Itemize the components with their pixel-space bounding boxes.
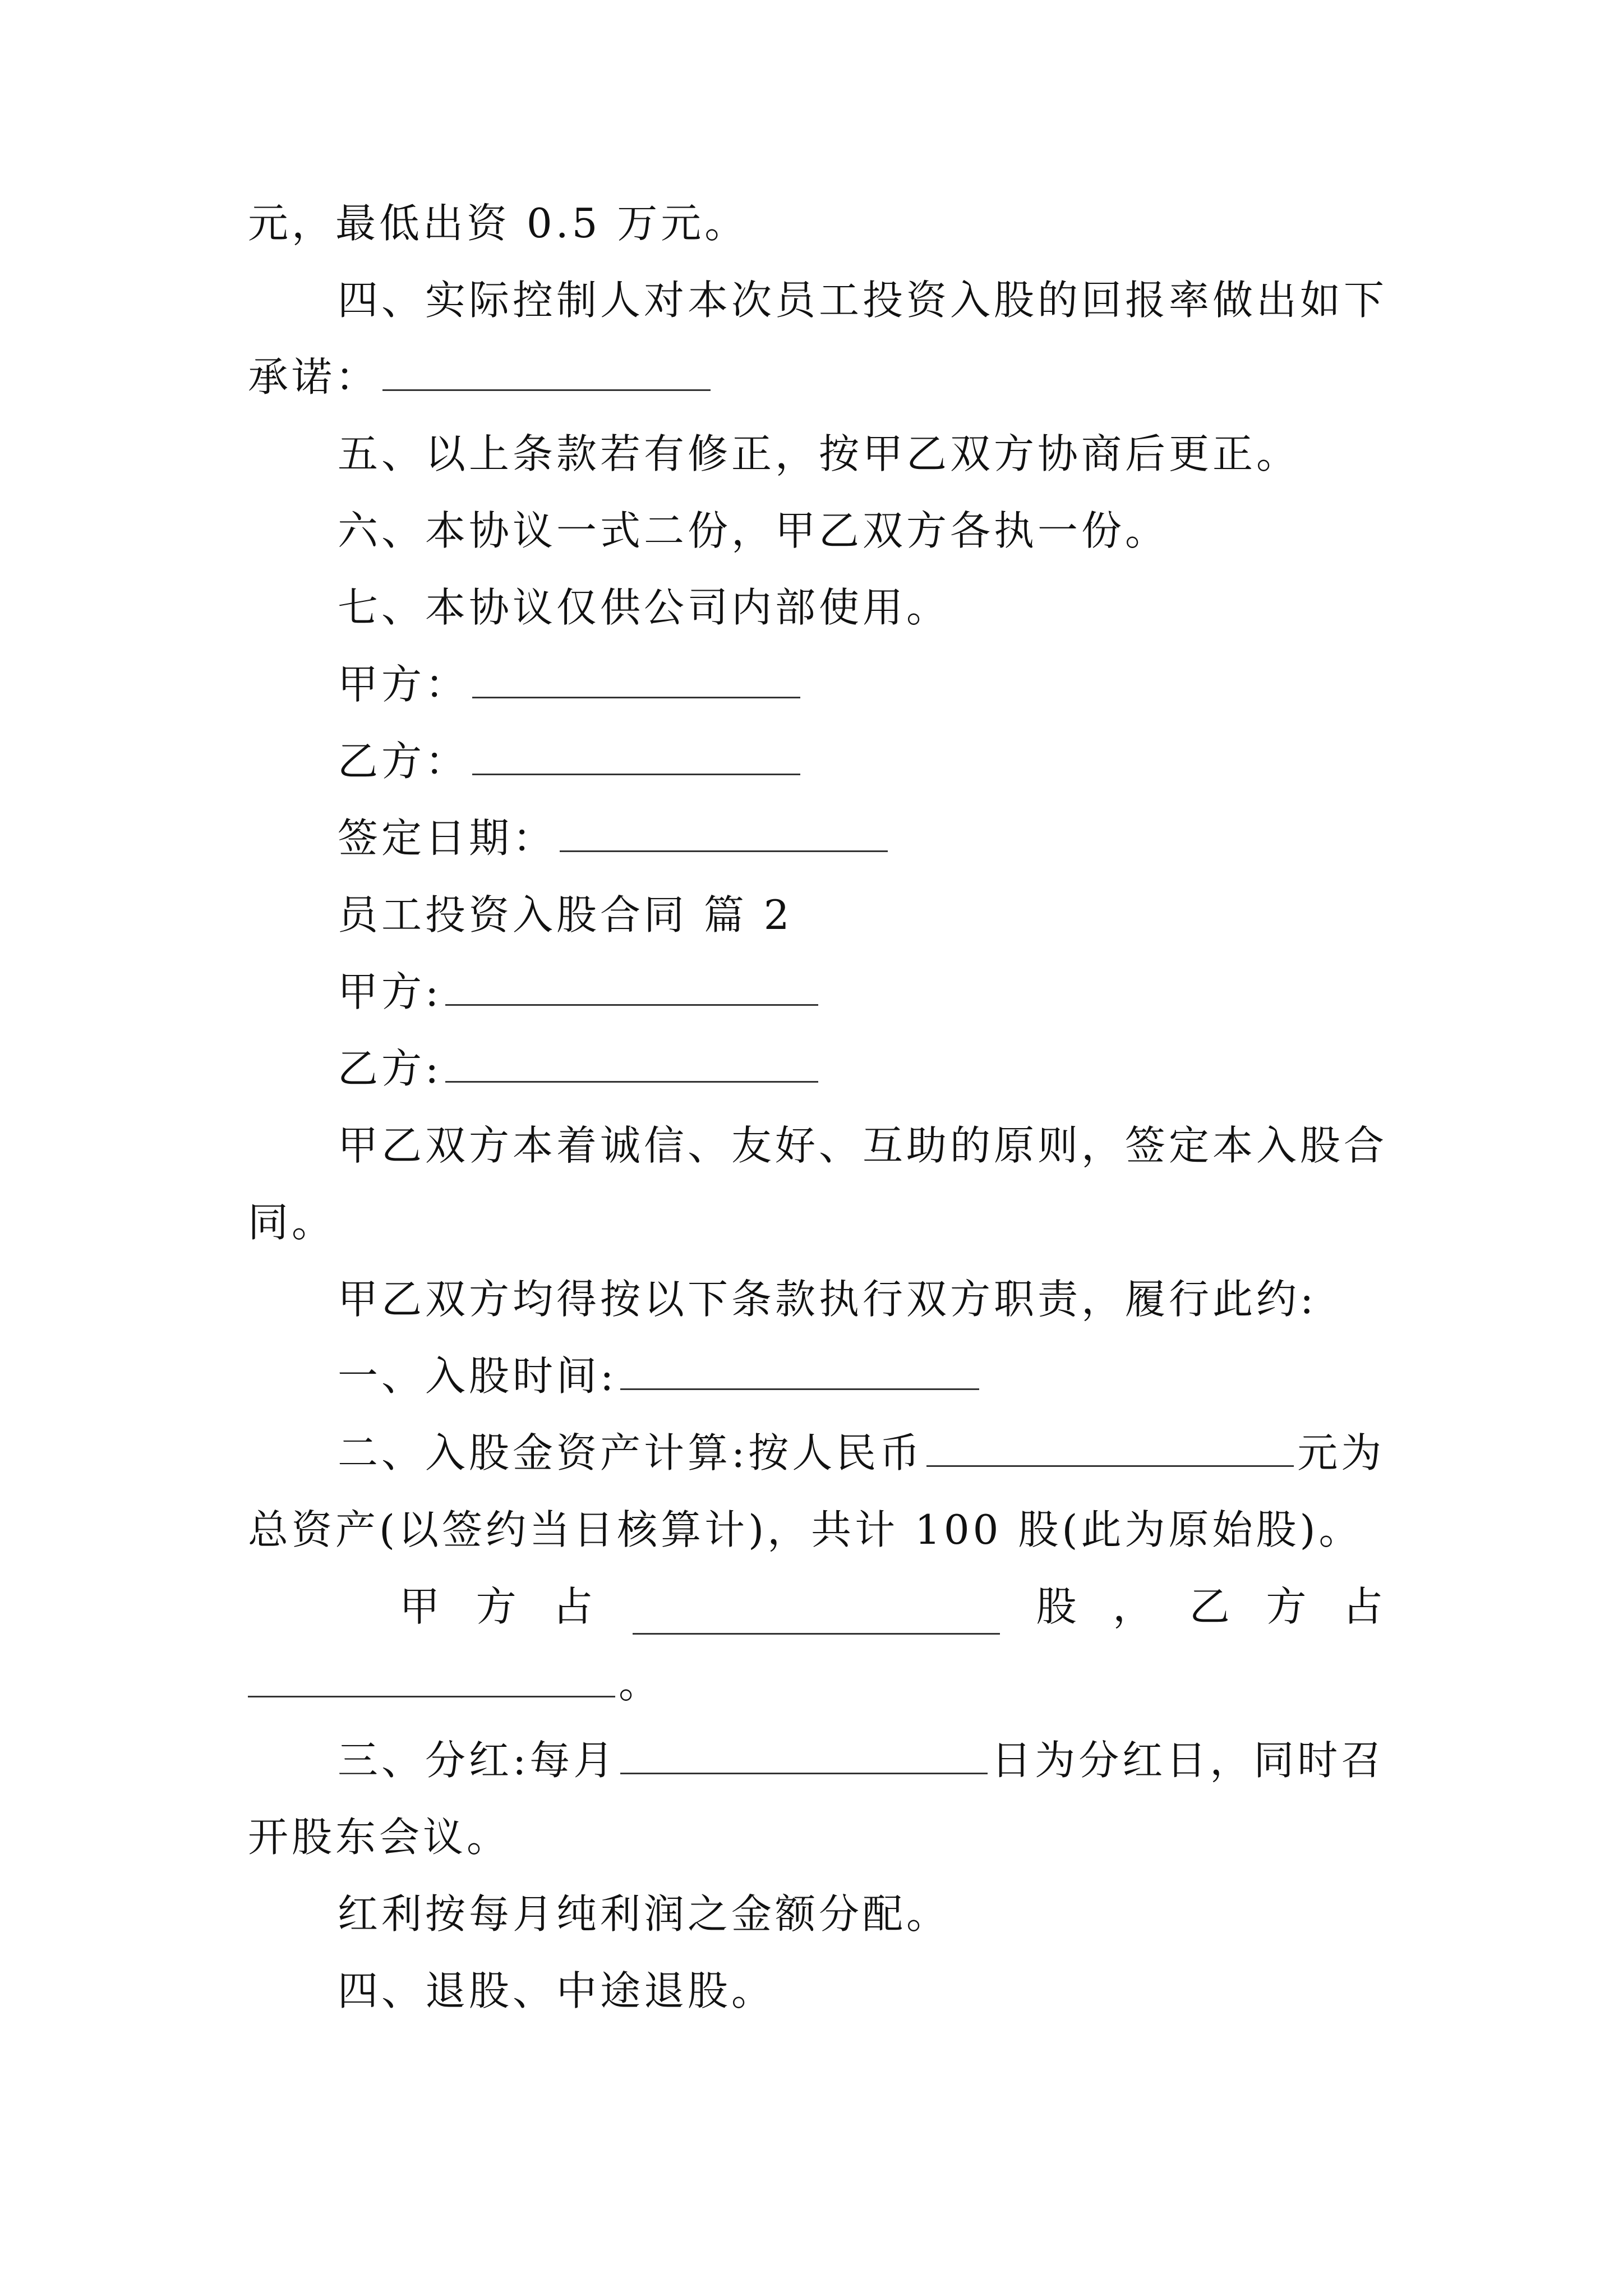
text: 同。 xyxy=(248,1199,336,1246)
text: 乙方： xyxy=(338,738,469,785)
section-heading xyxy=(338,887,1386,943)
text: ， xyxy=(1113,1583,1157,1630)
text: 甲乙双方本着诚信、友好、互助的原则，签定本入股合 xyxy=(338,1122,1388,1169)
clause-join-time xyxy=(338,1348,1386,1404)
text: 五、以上条款若有修正，按甲乙双方协商后更正。 xyxy=(338,430,1301,477)
paragraph-line xyxy=(338,503,1386,559)
signing-date-line xyxy=(338,810,1386,866)
text: 一、入股时间: xyxy=(338,1352,617,1400)
fill-in-blank[interactable] xyxy=(620,1354,979,1390)
paragraph-line xyxy=(248,195,1386,251)
fill-in-blank[interactable] xyxy=(620,1738,988,1774)
fill-in-blank[interactable] xyxy=(560,816,888,852)
text: 股 xyxy=(1036,1583,1080,1630)
text: 。 xyxy=(619,1660,663,1707)
paragraph-line xyxy=(338,272,1386,328)
signature-line-party-b xyxy=(338,733,1386,789)
text: 甲 xyxy=(399,1583,444,1630)
fill-in-blank[interactable] xyxy=(445,969,818,1006)
text: 二、入股金资产计算:按人民币 xyxy=(338,1429,924,1476)
paragraph-line xyxy=(248,349,1386,405)
text: 三、分红:每月 xyxy=(338,1737,617,1784)
paragraph-line xyxy=(338,1117,1386,1174)
party-a-line xyxy=(338,964,1386,1020)
text: 方 xyxy=(1266,1583,1310,1630)
text: 签定日期： xyxy=(338,815,557,862)
fill-in-blank[interactable] xyxy=(633,1598,1000,1635)
text: 乙方: xyxy=(338,1045,442,1092)
paragraph-line xyxy=(338,1271,1386,1327)
fill-in-blank[interactable] xyxy=(472,662,800,698)
text: 承诺： xyxy=(248,353,380,401)
party-b-line xyxy=(338,1041,1386,1097)
text: 七、本协议仅供公司内部使用。 xyxy=(338,584,951,631)
paragraph-line xyxy=(338,579,1386,636)
clause-dividend xyxy=(338,1732,1386,1788)
text: 甲方： xyxy=(338,661,469,708)
fill-in-blank[interactable] xyxy=(472,739,800,775)
text: 日为分红日，同时召 xyxy=(991,1737,1385,1784)
paragraph-line xyxy=(338,426,1386,482)
fill-in-blank[interactable] xyxy=(926,1430,1294,1467)
paragraph-line xyxy=(338,1963,1386,2019)
text: 六、本协议一式二份，甲乙双方各执一份。 xyxy=(338,507,1169,554)
text: 占 xyxy=(1342,1583,1386,1630)
text: 红利按每月纯利润之金额分配。 xyxy=(338,1890,951,1938)
text: 乙 xyxy=(1189,1583,1233,1630)
text: 占 xyxy=(552,1583,597,1630)
text: 员工投资入股合同 篇 2 xyxy=(338,891,793,938)
text: 四、实际控制人对本次员工投资入股的回报率做出如下 xyxy=(338,277,1388,324)
text: 开股东会议。 xyxy=(248,1814,511,1861)
paragraph-line xyxy=(338,1886,1386,1942)
paragraph-line xyxy=(248,1809,1386,1865)
text: 四、退股、中途退股。 xyxy=(338,1967,776,2014)
paragraph-line xyxy=(248,1194,1386,1250)
text: 方 xyxy=(476,1583,520,1630)
text: 元为 xyxy=(1297,1429,1385,1476)
paragraph-line xyxy=(248,1502,1386,1558)
fill-in-blank[interactable] xyxy=(248,1661,615,1697)
signature-line-party-a xyxy=(338,656,1386,712)
text: 总资产(以签约当日核算计)，共计 100 股(此为原始股)。 xyxy=(248,1506,1363,1553)
paragraph-line xyxy=(248,1655,1386,1711)
fill-in-blank[interactable] xyxy=(382,355,711,391)
share-allocation-line xyxy=(399,1579,1386,1635)
clause-asset-calculation xyxy=(338,1425,1386,1481)
text: 甲方: xyxy=(338,968,442,1015)
text: 甲乙双方均得按以下条款执行双方职责，履行此约: xyxy=(338,1276,1317,1323)
fill-in-blank[interactable] xyxy=(445,1046,818,1083)
text: 元，最低出资 0.5 万元。 xyxy=(248,200,749,247)
